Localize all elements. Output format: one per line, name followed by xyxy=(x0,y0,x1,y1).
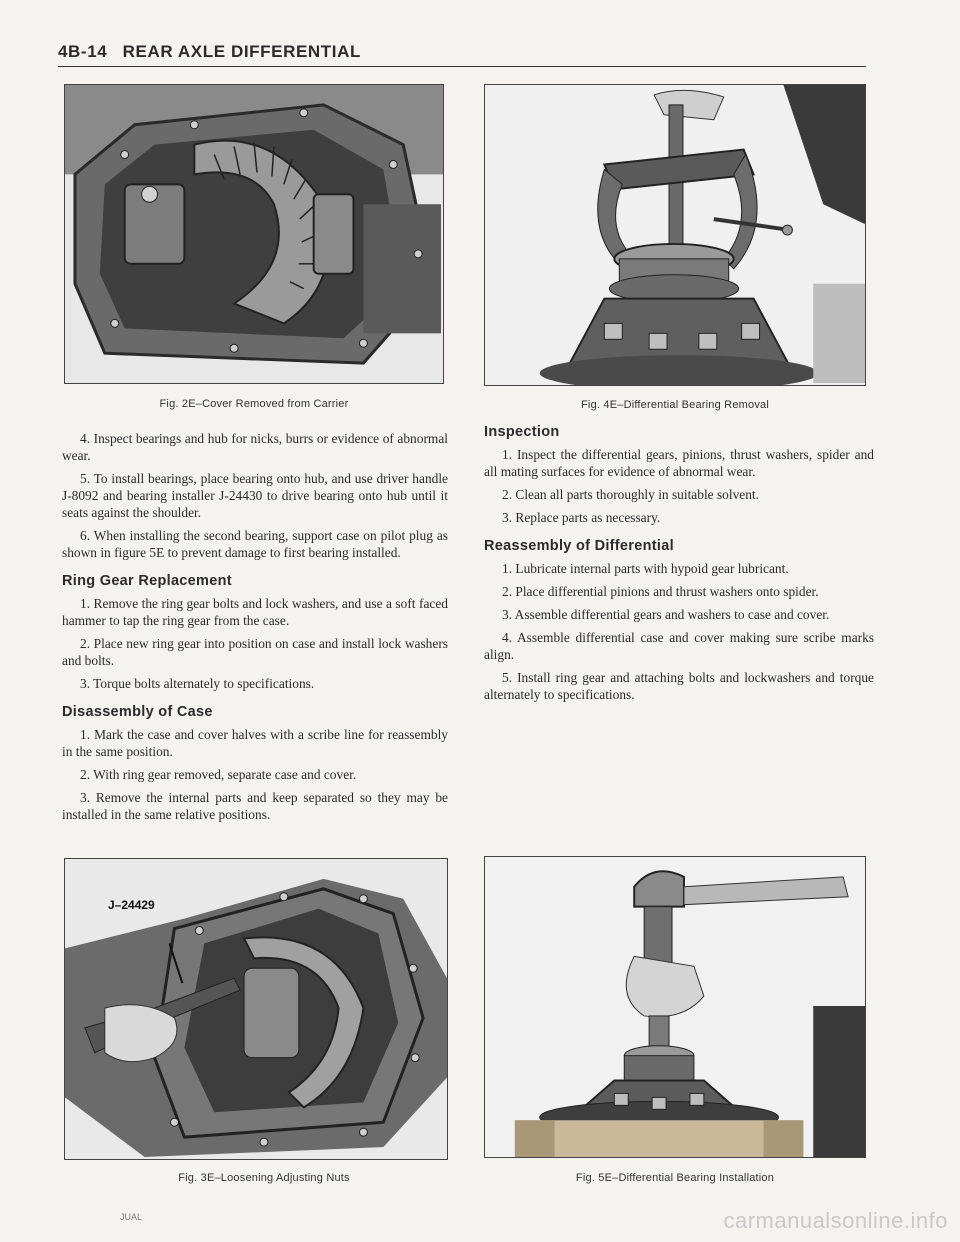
figure-3e-caption: Fig. 3E–Loosening Adjusting Nuts xyxy=(178,1172,350,1184)
margin-mark: JUAL xyxy=(120,1212,143,1222)
bearing-removal-photo xyxy=(485,85,865,385)
watermark: carmanualsonline.info xyxy=(723,1208,948,1233)
bearing-installation-photo xyxy=(485,857,865,1157)
figure-5e-caption: Fig. 5E–Differential Bearing Installation xyxy=(575,1172,775,1184)
section-heading: Disassembly of Case xyxy=(62,704,213,720)
section-heading: Ring Gear Replacement xyxy=(62,573,232,589)
paragraph: 5. To install bearings, place bearing onto hub, and use driver handle J-8092 and bearing installer J-24430 to drive bearing onto hub until it seats against the shoulder. xyxy=(62,471,448,520)
section-heading: Reassembly of Differential xyxy=(484,538,674,554)
paragraph: 1. Lubricate internal parts with hypoid gear lubricant. xyxy=(502,561,789,576)
paragraph: 4. Assemble differential case and cover making sure scribe marks align. xyxy=(484,630,874,662)
paragraph: 3. Remove the internal parts and keep separated so they may be installed in the same relative positions. xyxy=(62,790,448,822)
paragraph: 2. Place new ring gear into position on case and install lock washers and bolts. xyxy=(62,636,448,668)
cover-removed-photo xyxy=(65,85,443,383)
paragraph: 1. Inspect the differential gears, pinions, thrust washers, spider and all mating surfaces for evidence of abnormal wear. xyxy=(484,447,874,479)
tool-number-label: J–24429 xyxy=(108,898,155,912)
paragraph: 1. Mark the case and cover halves with a scribe line for reassembly in the same position. xyxy=(62,727,448,759)
page-number: 4B-14 xyxy=(58,42,108,61)
figure-4e-image xyxy=(484,84,866,386)
paragraph: 2. Clean all parts thoroughly in suitable solvent. xyxy=(502,487,759,502)
section-title: REAR AXLE DIFFERENTIAL xyxy=(122,42,361,61)
paragraph: 1. Remove the ring gear bolts and lock washers, and use a soft faced hammer to tap the ring gear from the case. xyxy=(62,596,448,628)
figure-2e-caption: Fig. 2E–Cover Removed from Carrier xyxy=(159,398,349,410)
right-column-text xyxy=(484,412,874,709)
paragraph: 4. Inspect bearings and hub for nicks, burrs or evidence of abnormal wear. xyxy=(62,431,448,463)
figure-5e-image xyxy=(484,856,866,1158)
paragraph: 2. With ring gear removed, separate case and cover. xyxy=(80,767,357,782)
paragraph: 3. Assemble differential gears and washers to case and cover. xyxy=(502,607,830,622)
paragraph: 3. Replace parts as necessary. xyxy=(502,510,661,525)
figure-2e-image xyxy=(64,84,444,384)
paragraph: 6. When installing the second bearing, support case on pilot plug as shown in figure 5E to prevent damage to first bearing installed. xyxy=(62,528,448,560)
figure-4e-caption: Fig. 4E–Differential Bearing Removal xyxy=(581,399,769,411)
page-header xyxy=(58,42,866,67)
section-heading: Inspection xyxy=(484,424,560,440)
paragraph: 2. Place differential pinions and thrust washers onto spider. xyxy=(502,584,819,599)
left-column-text xyxy=(62,430,448,829)
paragraph: 3. Torque bolts alternately to specifications. xyxy=(80,676,315,691)
paragraph: 5. Install ring gear and attaching bolts and lockwashers and torque alternately to specifications. xyxy=(484,670,874,702)
